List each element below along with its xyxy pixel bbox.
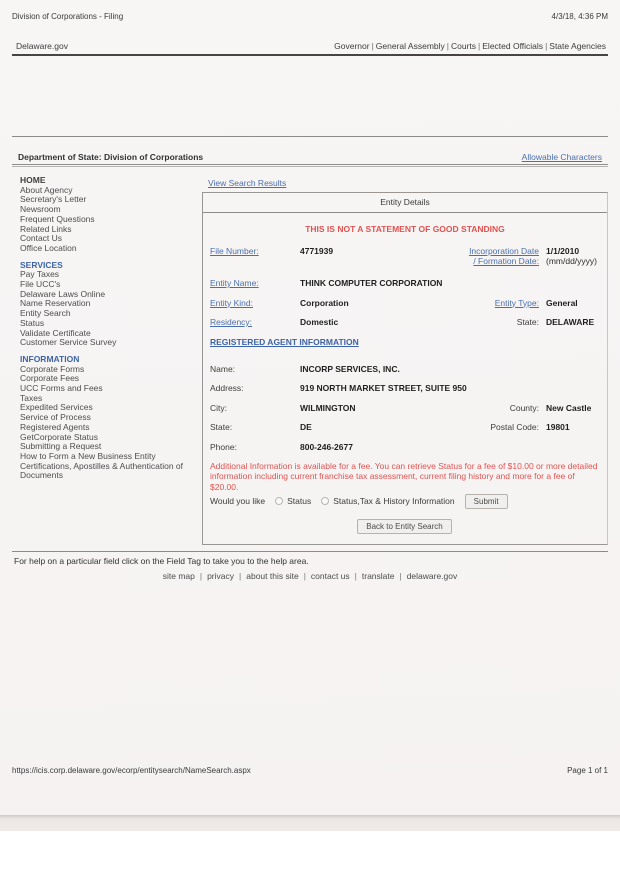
incorporation-date-value — [546, 246, 599, 266]
banner-placeholder — [12, 56, 608, 136]
footer-separator: | — [354, 570, 357, 581]
nav-link-state-agencies[interactable]: State Agencies — [549, 41, 606, 51]
content-area — [12, 176, 608, 545]
entity-details-title: Entity Details — [203, 193, 607, 213]
agent-address-label: Address: — [210, 383, 244, 393]
sidebar-item-ucc-forms-and-fees[interactable]: UCC Forms and Fees — [20, 383, 103, 394]
incorporation-date-label[interactable] — [446, 246, 546, 266]
sidebar-heading-home: HOME — [20, 175, 46, 185]
footer-link-privacy[interactable]: privacy — [207, 570, 235, 581]
footer-link-site-map[interactable]: site map — [162, 570, 195, 581]
registered-agent-heading-text: REGISTERED AGENT INFORMATION — [210, 336, 359, 347]
back-row — [210, 519, 599, 534]
print-footer — [12, 766, 608, 775]
field-tag-help-text: For help on a particular field click on the Field Tag to take you to the help area. — [14, 555, 309, 566]
entity-kind-label[interactable]: Entity Kind: — [210, 297, 253, 308]
submit-button[interactable]: Submit — [465, 494, 508, 509]
entity-name-row — [210, 278, 599, 288]
state-top-bar — [12, 41, 608, 56]
status-radio[interactable] — [275, 497, 283, 505]
residency-value: Domestic — [300, 317, 339, 327]
status-tax-history-radio-label[interactable]: Status,Tax & History Information — [333, 496, 455, 507]
agent-city-value: WILMINGTON — [300, 402, 356, 413]
sidebar-item-customer-service-survey[interactable]: Customer Service Survey — [20, 337, 117, 348]
footer-separator: | — [199, 570, 203, 581]
residency-row — [210, 317, 599, 327]
nav-separator: | — [478, 41, 481, 51]
nav-link-general-assembly[interactable]: General Assembly — [375, 41, 445, 51]
footer-separator: | — [239, 570, 242, 581]
not-good-standing-warning: THIS IS NOT A STATEMENT OF GOOD STANDING — [305, 224, 505, 234]
agent-city-label: City: — [210, 402, 227, 413]
print-timestamp: 4/3/18, 4:36 PM — [551, 12, 608, 21]
incorporation-date-format: (mm/dd/yyyy) — [546, 256, 597, 266]
sidebar-item-validate-certificate[interactable]: Validate Certificate — [20, 327, 91, 338]
sidebar-item-contact-us[interactable]: Contact Us — [20, 233, 63, 244]
file-number-label[interactable]: File Number: — [210, 246, 259, 256]
incorporation-date-label-line1[interactable]: Incorporation Date — [469, 246, 539, 256]
agent-county-value: New Castle — [546, 402, 592, 413]
agent-name-row — [210, 364, 599, 374]
fee-notice: Additional Information is available for a fee. You can retrieve Status for a fee of $10.00 or more detailed information including current franchise tax assessment, current filing history and more for a fee of $20.00. — [210, 461, 598, 492]
agent-address-row — [210, 383, 599, 393]
agent-address-value: 919 NORTH MARKET STREET, SUITE 950 — [300, 383, 467, 393]
entity-name-label[interactable]: Entity Name: — [210, 278, 259, 288]
agent-state-value: DE — [300, 422, 312, 432]
agent-postal-label: Postal Code: — [490, 422, 539, 432]
print-header — [12, 0, 608, 21]
agent-postal-value: 19801 — [546, 422, 570, 432]
sidebar-item-expedited-services[interactable]: Expedited Services — [20, 402, 93, 413]
sidebar-item-service-of-process[interactable]: Service of Process — [20, 412, 91, 423]
state-value: DELAWARE — [546, 317, 595, 327]
sidebar-item-related-links[interactable]: Related Links — [20, 223, 72, 234]
print-title: Division of Corporations - Filing — [12, 12, 124, 21]
sidebar-item-registered-agents[interactable]: Registered Agents — [20, 421, 90, 432]
sidebar-item-newsroom[interactable]: Newsroom — [20, 204, 61, 215]
main-panel — [202, 176, 608, 545]
sidebar-nav — [12, 176, 202, 545]
agent-state-label: State: — [210, 422, 233, 432]
footer-link-translate[interactable]: translate — [361, 570, 395, 581]
view-search-results-row — [202, 176, 608, 192]
sidebar-item-entity-search[interactable]: Entity Search — [20, 308, 71, 319]
allowable-characters-link[interactable]: Allowable Characters — [521, 152, 602, 162]
sidebar-heading-information: INFORMATION — [20, 353, 80, 364]
sidebar-item-file-uccs[interactable]: File UCC's — [20, 279, 61, 290]
state-label: State: — [516, 317, 539, 327]
print-source-url: https://icis.corp.delaware.gov/ecorp/entitysearch/NameSearch.aspx — [12, 766, 251, 775]
residency-label[interactable]: Residency: — [210, 317, 253, 327]
sidebar-item-status[interactable]: Status — [20, 317, 45, 328]
nav-separator: | — [371, 41, 374, 51]
agent-phone-label: Phone: — [210, 441, 237, 452]
print-page-indicator: Page 1 of 1 — [567, 766, 608, 775]
entity-details-box — [202, 192, 608, 545]
sidebar-item-certifications-apostilles[interactable]: Certifications, Apostilles & Authentication of Documents — [20, 460, 184, 481]
file-number-value: 4771939 — [300, 246, 334, 256]
entity-name-value: THINK COMPUTER CORPORATION — [300, 278, 443, 288]
status-tax-history-radio[interactable] — [321, 497, 329, 505]
sidebar-section-home — [20, 176, 202, 254]
paper-bottom-edge — [0, 815, 620, 831]
nav-separator: | — [446, 41, 449, 51]
divider-line — [12, 136, 608, 137]
agent-name-label: Name: — [210, 363, 236, 374]
nav-link-governor[interactable]: Governor — [334, 41, 370, 51]
agent-city-row — [210, 403, 599, 413]
agent-phone-value: 800-246-2677 — [300, 441, 353, 452]
would-you-like-label: Would you like — [210, 496, 266, 507]
sidebar-section-information — [20, 355, 202, 481]
nav-link-courts[interactable]: Courts — [451, 41, 477, 51]
entity-kind-row — [210, 298, 599, 308]
sidebar-item-secretarys-letter[interactable]: Secretary's Letter — [20, 194, 87, 205]
agent-county-label: County: — [509, 402, 539, 413]
sidebar-section-services — [20, 261, 202, 348]
back-to-entity-search-button[interactable]: Back to Entity Search — [357, 519, 451, 534]
agent-state-row — [210, 422, 599, 432]
nav-link-elected-officials[interactable]: Elected Officials — [482, 41, 544, 51]
sidebar-item-about-agency[interactable]: About Agency — [20, 184, 73, 195]
footer-link-contact-us[interactable]: contact us — [310, 570, 350, 581]
registered-agent-heading — [210, 337, 599, 347]
masthead — [12, 152, 608, 164]
delaware-gov-brand[interactable]: Delaware.gov — [16, 41, 68, 51]
masthead-divider — [12, 164, 608, 167]
nav-separator: | — [545, 41, 548, 51]
footer-links — [12, 571, 608, 581]
view-search-results-link[interactable]: View Search Results — [208, 178, 287, 188]
page-title: Department of State: Division of Corporations — [18, 152, 204, 162]
footer-link-delaware-gov[interactable]: delaware.gov — [406, 570, 458, 581]
agent-phone-row — [210, 442, 599, 452]
sidebar-item-delaware-laws-online[interactable]: Delaware Laws Online — [20, 288, 106, 299]
status-request-row — [210, 494, 599, 509]
footer-separator: | — [303, 570, 306, 581]
sidebar-item-pay-taxes[interactable]: Pay Taxes — [20, 269, 60, 280]
sidebar-item-office-location[interactable]: Office Location — [20, 242, 77, 253]
sidebar-item-corporate-forms[interactable]: Corporate Forms — [20, 363, 85, 374]
sidebar-item-name-reservation[interactable]: Name Reservation — [20, 298, 91, 309]
entity-type-value: General — [546, 297, 578, 308]
sidebar-item-frequent-questions[interactable]: Frequent Questions — [20, 213, 95, 224]
sidebar-item-getcorporate-status[interactable]: GetCorporate Status — [20, 431, 98, 442]
entity-type-label[interactable]: Entity Type: — [494, 297, 539, 308]
incorporation-date: 1/1/2010 — [546, 246, 580, 256]
status-radio-label[interactable]: Status — [287, 496, 312, 507]
incorporation-date-label-line2[interactable]: / Formation Date: — [473, 256, 539, 266]
sidebar-heading-services: SERVICES — [20, 259, 63, 270]
footer-separator: | — [399, 570, 402, 581]
sidebar-item-how-to-form-entity[interactable]: How to Form a New Business Entity — [20, 450, 156, 461]
state-top-nav — [334, 41, 606, 51]
sidebar-item-corporate-fees[interactable]: Corporate Fees — [20, 373, 80, 384]
sidebar-item-submitting-a-request[interactable]: Submitting a Request — [20, 441, 102, 452]
agent-name-value: INCORP SERVICES, INC. — [300, 363, 400, 374]
entity-kind-value: Corporation — [300, 297, 349, 308]
footer-link-about-this-site[interactable]: about this site — [246, 570, 299, 581]
entity-fields — [203, 246, 607, 534]
file-number-row — [210, 246, 599, 266]
sidebar-item-taxes[interactable]: Taxes — [20, 392, 43, 403]
